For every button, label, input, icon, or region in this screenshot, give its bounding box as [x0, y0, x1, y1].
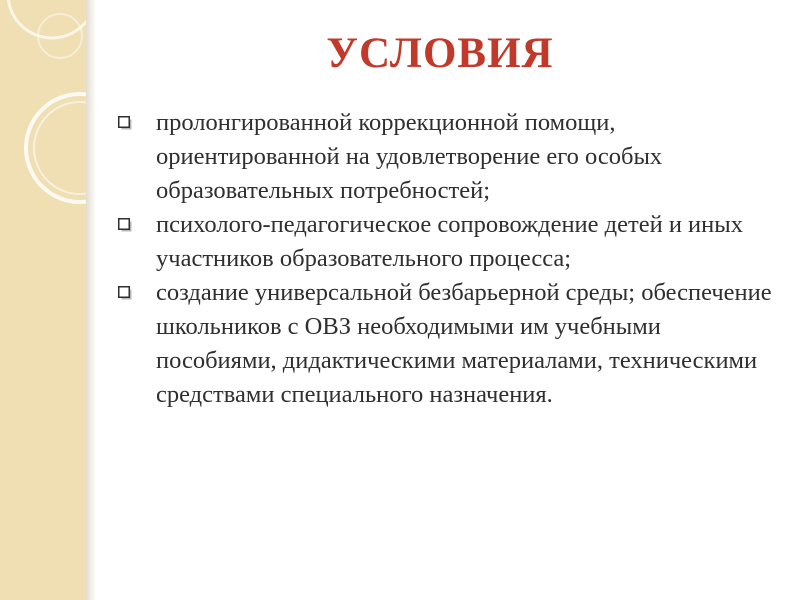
- list-item-text: психолого-педагогическое сопровождение детей и иных участников образовательного процесса;: [156, 211, 743, 272]
- checkbox-square-icon: [118, 218, 132, 232]
- side-panel-shadow: [86, 0, 96, 600]
- checkbox-square-icon: [118, 286, 132, 300]
- checkbox-square-icon: [118, 116, 132, 130]
- list-item: [112, 208, 782, 276]
- slide-title: УСЛОВИЯ: [326, 30, 554, 77]
- decorative-rings: [0, 0, 86, 600]
- list-item: [112, 106, 782, 208]
- list-item-text: создание универсальной безбарьерной среды; обеспечение школьников с ОВЗ необходимыми им учебными пособиями, дидактическими материалами, техническими средствами специального назначения.: [156, 279, 772, 408]
- list-item-text: пролонгированной коррекционной помощи, ориентированной на удовлетворение его особых образовательных потребностей;: [156, 109, 663, 204]
- side-decor-panel: [0, 0, 86, 600]
- list-item: [112, 276, 782, 412]
- conditions-list: [112, 106, 782, 412]
